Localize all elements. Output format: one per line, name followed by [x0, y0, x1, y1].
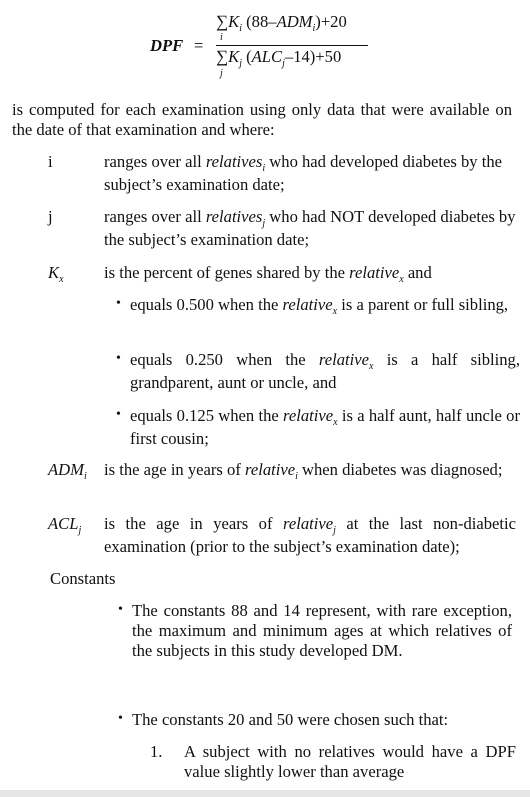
definition-adm-text-a: is the age in years of — [104, 460, 245, 479]
formula-lhs: DPF — [150, 36, 184, 55]
formula-denominator — [216, 47, 341, 70]
definition-acl-text — [104, 514, 516, 557]
denominator-sum-index: j — [220, 68, 223, 79]
numbered-item-number: 1. — [150, 742, 163, 761]
numerator-sigma: ∑ — [216, 12, 229, 31]
dpf-formula — [150, 10, 390, 90]
definition-i-relative-sub: i — [262, 163, 266, 174]
definition-j-relative: relatives — [205, 207, 263, 226]
definition-adm-symbol — [48, 460, 87, 483]
constants-heading: Constants — [50, 569, 116, 588]
numerator-adm-sub: i — [312, 23, 316, 34]
denominator-alc-sub: j — [282, 58, 285, 69]
numerator-k: K — [228, 12, 240, 31]
k-bullet-2-a: equals 0.250 when the — [130, 350, 319, 369]
definition-adm-text — [104, 460, 516, 483]
definition-i-text-a: ranges over all — [104, 152, 206, 171]
page-bottom-strip — [0, 790, 530, 797]
k-bullet-1-relative: relative — [282, 295, 333, 314]
k-bullet-1-text — [130, 295, 520, 318]
numbered-item-text: A subject with no relatives would have a DPF value slightly lower than average — [184, 742, 516, 782]
constants-bullet-1-text: The constants 88 and 14 represent, with rare exception, the maximum and minimum ages at which relatives of the subjects in this study developed DM. — [132, 601, 512, 661]
fraction-bar — [216, 45, 368, 46]
definition-adm-symbol-sub: i — [83, 471, 87, 482]
bullet-dot: • — [116, 407, 121, 422]
definition-acl-relative: relative — [283, 514, 334, 533]
bullet-dot: • — [116, 296, 121, 311]
k-bullet-1-relative-sub: x — [332, 306, 338, 317]
bullet-dot: • — [116, 351, 121, 366]
definition-j-text-a: ranges over all — [104, 207, 206, 226]
definition-acl-symbol — [48, 514, 81, 537]
definition-k-symbol — [48, 263, 64, 286]
k-bullet-2-text — [130, 350, 520, 393]
definition-acl-symbol-text: ACL — [48, 514, 79, 533]
numerator-k-sub: i — [239, 23, 242, 34]
numerator-adm: ADM — [276, 12, 313, 31]
k-bullet-2-relative: relative — [318, 350, 369, 369]
definition-adm-relative: relative — [245, 460, 296, 479]
definition-j-symbol: j — [48, 207, 53, 226]
definition-acl-text-a: is the age in years of — [104, 514, 283, 533]
definition-i-symbol: i — [48, 152, 53, 171]
constants-bullet-2-text: The constants 20 and 50 were chosen such that: — [132, 710, 449, 729]
definition-j-text-b: who had NOT developed diabetes by the subject’s examination date; — [104, 207, 516, 250]
definition-adm-text-b: when diabetes was diagnosed; — [297, 460, 503, 479]
numerator-sum-index: i — [220, 32, 223, 43]
definition-k-symbol-letter: K — [48, 263, 60, 282]
numerator-close: )+20 — [315, 12, 347, 31]
bullet-dot: • — [118, 711, 123, 726]
definition-k-relative-sub: x — [399, 274, 404, 285]
definition-k-relative: relative — [349, 263, 400, 282]
definition-acl-text-b: at the last non-diabetic examination (prior to the subject’s examination date); — [104, 514, 517, 557]
formula-numerator — [216, 12, 347, 35]
definition-k-symbol-sub: x — [59, 274, 64, 285]
definition-acl-relative-sub: j — [333, 525, 336, 536]
k-bullet-3-relative-sub: x — [333, 417, 338, 428]
definition-j-relative-sub: j — [262, 218, 266, 229]
denominator-open: ( — [241, 47, 252, 66]
denominator-sigma: ∑ — [216, 47, 229, 66]
denominator-k: K — [228, 47, 240, 66]
definition-i-relative: relatives — [205, 152, 263, 171]
formula-equals: = — [194, 36, 204, 55]
k-bullet-2-relative-sub: x — [369, 361, 374, 372]
definition-j-text — [104, 207, 516, 250]
definition-i-text — [104, 152, 516, 195]
numerator-open: (88– — [241, 12, 277, 31]
denominator-k-sub: j — [239, 58, 242, 69]
k-bullet-3-a: equals 0.125 when the — [130, 406, 284, 425]
k-bullet-3-b: is a half aunt, half uncle or first cousin; — [130, 406, 520, 449]
denominator-alc: ALC — [251, 47, 283, 66]
k-bullet-3-relative: relative — [283, 406, 334, 425]
bullet-dot: • — [118, 602, 123, 617]
k-bullet-3-text — [130, 406, 520, 449]
k-bullet-1-a: equals 0.500 when the — [130, 295, 283, 314]
k-bullet-1-b: is a parent or full sibling, — [337, 295, 509, 314]
definition-adm-symbol-text: ADM — [48, 460, 84, 479]
k-bullet-2-b: is a half sibling, grandparent, aunt or uncle, and — [130, 350, 520, 393]
definition-k-text-a: is the percent of genes shared by the — [104, 263, 350, 282]
definition-k-text — [104, 263, 516, 286]
definition-adm-relative-sub: i — [295, 471, 298, 482]
definition-acl-symbol-sub: j — [78, 525, 82, 536]
definition-i-text-b: who had developed diabetes by the subject’s examination date; — [104, 152, 502, 195]
denominator-close: –14)+50 — [284, 47, 342, 66]
definition-k-text-b: and — [403, 263, 432, 282]
intro-paragraph: is computed for each examination using only data that were available on the date of that examination and where: — [12, 100, 512, 140]
